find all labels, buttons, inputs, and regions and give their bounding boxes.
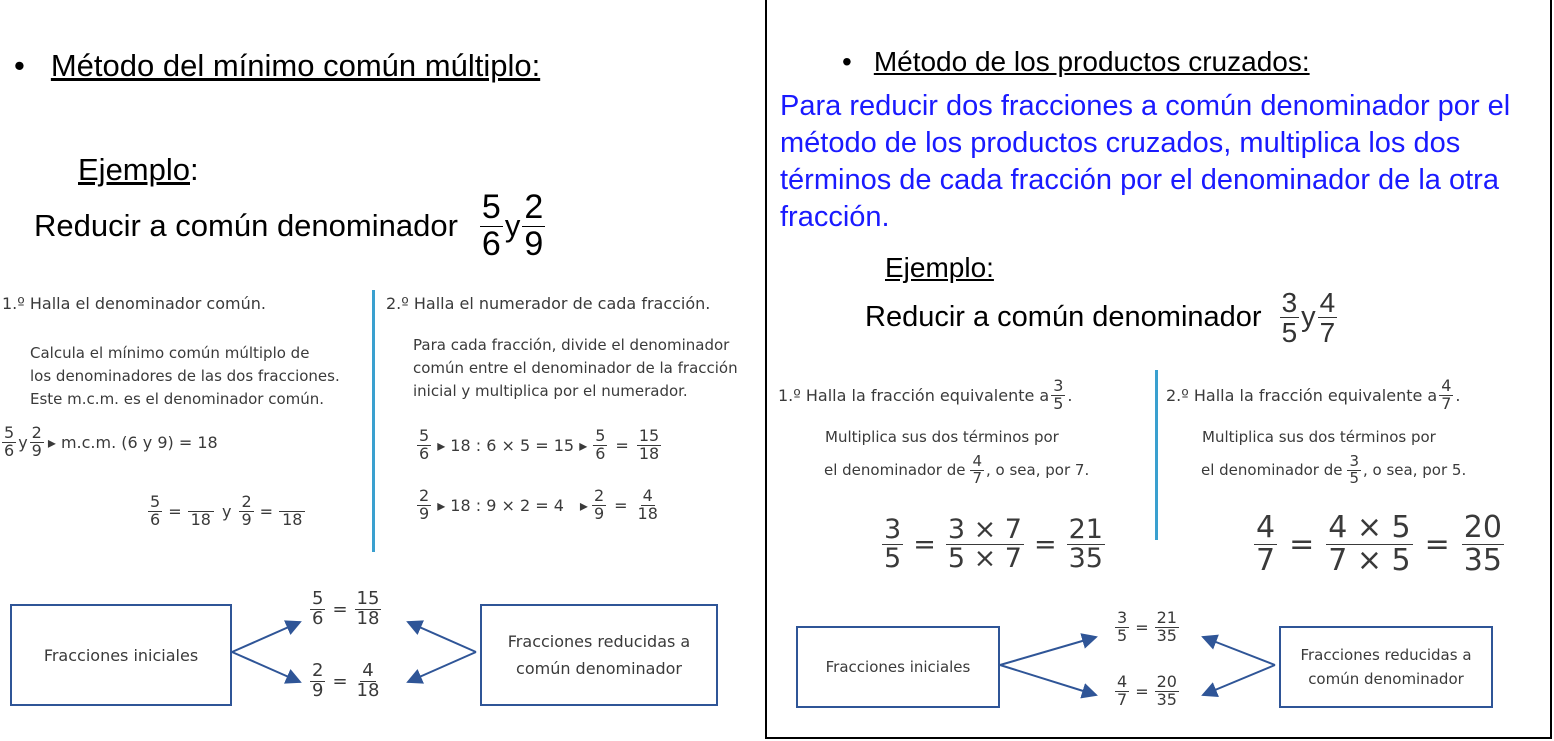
fraction: $\frac{5}{6}$ xyxy=(481,188,501,263)
right-step1-title: 1.º Halla la fracción equivalente a $\frac{3}{5}$ . xyxy=(778,376,1073,413)
box-reduced-fractions: Fracciones reducidas a común denominador xyxy=(480,604,718,706)
right-diagram-frac2: $\frac{4}{7}$ = $\frac{20}{35}$ xyxy=(1117,672,1177,709)
right-step1-eq: $\frac{3}{5}$ = $\frac{3 \times 7}{5 \times 7}$ = $\frac{21}{35}$ xyxy=(884,514,1103,575)
right-step2-eq: $\frac{4}{7}$ = $\frac{4 \times 5}{7 \times 5}$ = $\frac{20}{35}$ xyxy=(1256,510,1502,578)
box-initial-fractions: Fracciones iniciales xyxy=(796,626,1000,708)
left-step1-desc: Calcula el mínimo común múltiplo de los denominadores de las dos fracciones. Este m.c.m. es el denominador común. xyxy=(30,344,340,408)
bullet: • xyxy=(842,46,852,77)
left-diagram-frac1: $\frac{5}{6}$ = $\frac{15}{18}$ xyxy=(312,588,380,629)
left-heading: Método del mínimo común múltiplo: xyxy=(50,48,541,83)
fraction: $\frac{2}{9}$ xyxy=(524,188,544,263)
box-reduced-fractions: Fracciones reducidas a común denominador xyxy=(1279,626,1493,708)
right-diagram-frac1: $\frac{3}{5}$ = $\frac{21}{35}$ xyxy=(1117,608,1177,645)
left-step2-calc1: $\frac{5}{6}$ ▸ 18 : 6 × 5 = 15 ▸ $\frac{5}{6}$ = $\frac{15}{18}$ xyxy=(419,426,660,463)
right-reduce-text: Reducir a común denominador xyxy=(865,301,1262,334)
right-step2-desc1: Multiplica sus dos términos por xyxy=(1202,428,1436,446)
left-diagram-frac2: $\frac{2}{9}$ = $\frac{4}{18}$ xyxy=(312,660,380,701)
right-reduce-row: Reducir a común denominador $\frac{3}{5}$ y $\frac{4}{7}$ xyxy=(865,287,1336,349)
left-step2-title: 2.º Halla el numerador de cada fracción. xyxy=(386,294,711,313)
bullet: • xyxy=(14,48,25,83)
right-example-label: Ejemplo: xyxy=(885,252,994,283)
left-reduce-text: Reducir a común denominador xyxy=(34,208,458,244)
fraction-blank: 18 xyxy=(188,494,214,529)
right-step2-desc2: el denominador de $\frac{3}{5}$ , o sea, por 5. xyxy=(1201,452,1467,487)
left-step2-desc: Para cada fracción, divide el denominador común entre el denominador de la fracción inicial y multiplica por el numerador. xyxy=(413,336,738,400)
right-step1-desc2: el denominador de $\frac{4}{7}$ , o sea, por 7. xyxy=(824,452,1090,487)
left-step1-blanks: $\frac{5}{6}$ = 18 y $\frac{2}{9}$ = 18 xyxy=(146,494,307,529)
right-step1-desc1: Multiplica sus dos términos por xyxy=(825,428,1059,446)
fraction-blank: 18 xyxy=(279,494,305,529)
right-description: Para reducir dos fracciones a común denominador por el método de los productos cruzados, multiplica los dos términos de cada fracción por el denominador de la otra fracción. xyxy=(780,90,1511,233)
box-initial-fractions: Fracciones iniciales xyxy=(10,604,232,706)
fraction: $\frac{2}{9}$ xyxy=(31,423,42,460)
left-step1-title: 1.º Halla el denominador común. xyxy=(2,294,266,313)
left-example-label: Ejemplo xyxy=(78,152,190,187)
fraction: $\frac{2}{9}$ xyxy=(241,492,252,529)
left-diagram-arrows xyxy=(0,0,760,741)
left-step2-calc2: $\frac{2}{9}$ ▸ 18 : 9 × 2 = 4 ▸ $\frac{2}{9}$ = $\frac{4}{18}$ xyxy=(419,486,658,523)
conjunction: y xyxy=(504,208,521,244)
fraction: $\frac{5}{6}$ xyxy=(150,492,161,529)
left-example-colon: : xyxy=(190,152,199,187)
fraction: $\frac{5}{6}$ xyxy=(4,423,15,460)
left-step1-mcm: $\frac{5}{6}$ y $\frac{2}{9}$ ▸ m.c.m. (6 y 9) = 18 xyxy=(4,423,218,460)
right-step2-title: 2.º Halla la fracción equivalente a $\frac{4}{7}$ . xyxy=(1166,376,1461,413)
right-heading: Método de los productos cruzados: xyxy=(873,46,1310,77)
